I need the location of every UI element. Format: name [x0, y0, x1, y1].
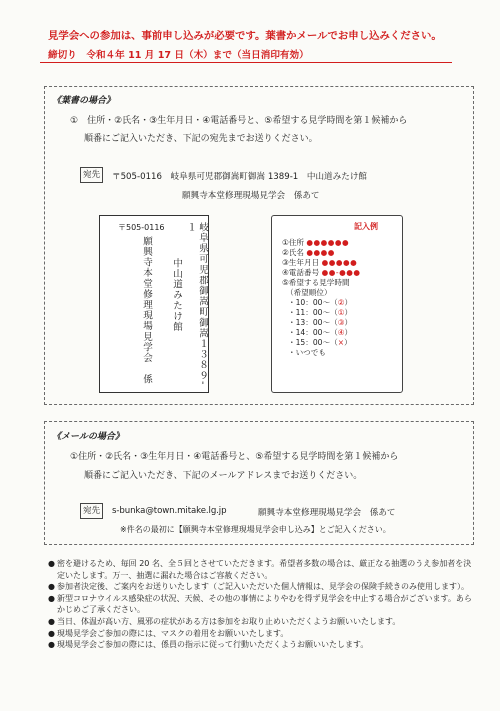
note-item: ● 現場見学会ご参加の際には、係員の指示に従って行動いただくようお願いいたします。	[48, 640, 369, 650]
sample-anytime: ・いつでも	[288, 348, 326, 357]
email-instruction-2: 順番にご記入いただき、下記のメールアドレスまでお送りください。	[84, 471, 363, 481]
note-item: ● 密を避けるため、毎回 20 名、全５回とさせていただきます。希望者多数の場合は、厳正なる抽選のうえ参加者を決定いたします。万一、抽選に漏れた場合はご容赦ください。	[48, 559, 472, 580]
sample-time-row: ・13：00～（③）	[288, 318, 353, 327]
header-divider	[40, 62, 452, 63]
sample-pref-sub: （希望順位）	[286, 288, 332, 297]
sample-pref-label: ⑤希望する見学時間	[282, 278, 350, 287]
card-address-col1: 岐阜県可児郡御嵩町御嵩１３８９-１	[185, 222, 208, 386]
header-lead: 見学会への参加は、	[48, 30, 142, 42]
card-recipient: 願興寺本堂修理現場見学会	[141, 236, 152, 364]
email-dest-label: 宛先	[80, 503, 103, 519]
email-address[interactable]: s-bunka@town.mitake.lg.jp	[112, 506, 227, 516]
postcard-dest-recipient: 願興寺本堂修理現場見学会 係あて	[182, 191, 320, 201]
postcard-instruction-2: 順番にご記入いただき、下記の宛先までお送りください。	[84, 134, 318, 144]
sample-time-row: ・15：00～（×）	[288, 338, 352, 347]
notes-list	[48, 558, 478, 651]
sample-time-row: ・14：00～（④）	[288, 328, 353, 337]
card-address-col2: 中山道みたけ館	[171, 258, 182, 333]
sample-content	[282, 238, 398, 358]
note-item: ● 当日、体温が高い方、風邪の症状がある方は参加をお取り止めいただくようお願いいたします。	[48, 616, 401, 626]
sample-row: ③生年月日 ●●●●●	[282, 258, 358, 267]
note-item: ● 新型コロナウイルス感染症の状況、天候、その他の事情によりやむを得ず見学会を中止する場合がございます。あらかじめご了承ください。	[48, 593, 472, 615]
postcard-dest-label: 宛先	[80, 167, 103, 183]
notice-header	[48, 27, 442, 42]
card-recipient-suffix: 係	[141, 374, 152, 385]
email-section-title: 《メールの場合》	[52, 432, 124, 442]
card-postal-code: 〒505-0116	[118, 223, 165, 232]
sample-time-row: ・10：00～（②）	[288, 298, 353, 307]
note-item: ● 現場見学会ご参加の際には、マスクの着用をお願いいたします。	[48, 628, 289, 638]
header-emphasis: 事前申し込みが必要です。葉書かメールでお申し込みください。	[141, 30, 442, 42]
postcard-section-title: 《葉書の場合》	[52, 96, 116, 106]
email-recipient: 願興寺本堂修理現場見学会 係あて	[258, 508, 396, 518]
sample-row: ②氏名 ●●●●	[282, 248, 335, 257]
postcard-dest-address: 〒505-0116 岐阜県可児郡御嵩町御嵩 1389-1 中山道みたけ館	[112, 172, 368, 182]
sample-row: ④電話番号 ●●-●●●	[282, 268, 361, 277]
postcard-instruction-1: ① 住所・②氏名・③生年月日・④電話番号と、⑤希望する見学時間を第１候補から	[70, 116, 408, 126]
email-subject-note: ※件名の最初に【願興寺本堂修理現場見学会申し込み】とご記入ください。	[120, 525, 391, 534]
sample-title: 記入例	[354, 222, 378, 231]
sample-row: ①住所 ●●●●●●	[282, 238, 350, 247]
deadline: 締切り 令和４年 11 月 17 日（木）まで（当日消印有効）	[48, 50, 309, 61]
note-item: ● 参加者決定後、ご案内をお送りいたします（ご記入いただいた個人情報は、見学会の保険手続きのみ使用します）。	[48, 582, 469, 592]
sample-time-row: ・11：00～（①）	[288, 308, 353, 317]
email-instruction-1: ①住所・②氏名・③生年月日・④電話番号と、⑤希望する見学時間を第１候補から	[70, 452, 399, 462]
